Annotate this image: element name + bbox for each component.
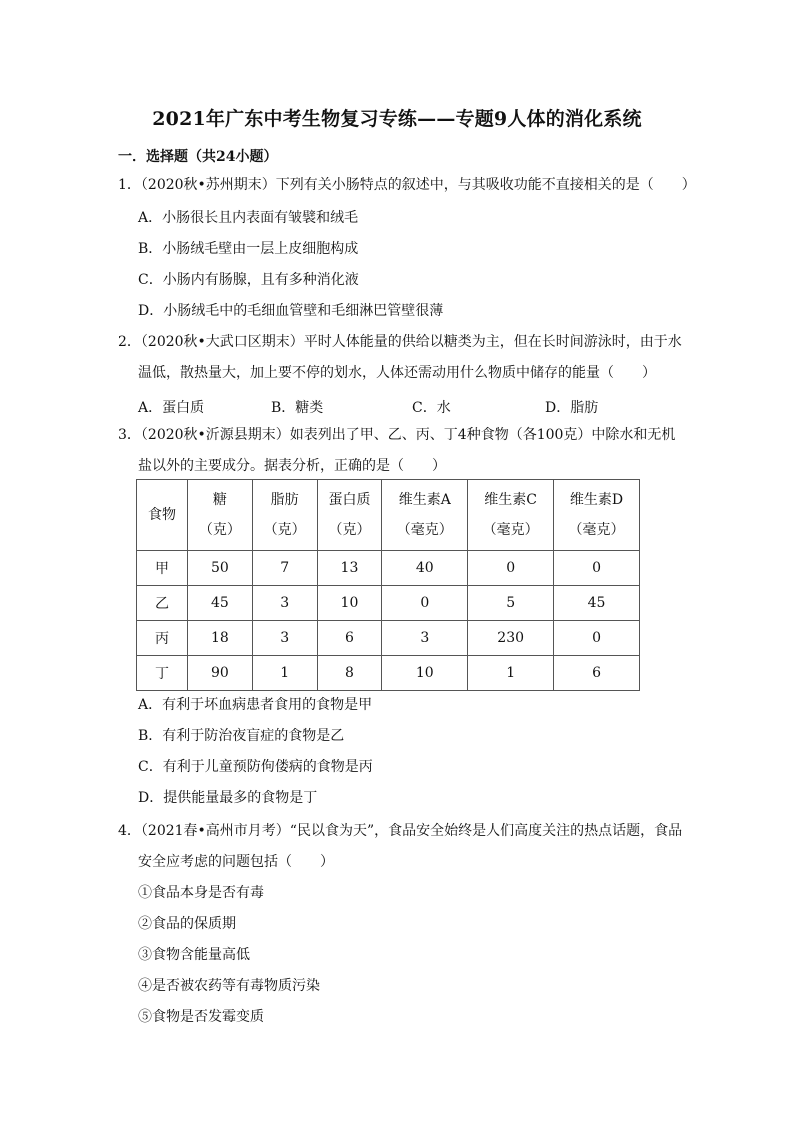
table-cell: 1 — [468, 656, 554, 691]
table-cell: 6 — [317, 621, 382, 656]
question-4-item-4: ④是否被农药等有毒物质污染 — [138, 978, 320, 994]
page-title: 2021年广东中考生物复习专练——专题9人体的消化系统 — [152, 108, 642, 130]
table-cell: 3 — [382, 621, 468, 656]
question-4-item-1: ①食品本身是否有毒 — [138, 885, 264, 901]
question-4-stem-line-1: 4．（2021春•高州市月考）“民以食为天”，食品安全始终是人们高度关注的热点话题，食品 — [118, 823, 683, 839]
question-2-option-a[interactable]: A．蛋白质 — [138, 400, 205, 416]
question-1-option-d[interactable]: D．小肠绒毛中的毛细血管壁和毛细淋巴管壁很薄 — [138, 303, 444, 319]
table-cell: 6 — [554, 656, 640, 691]
table-cell: 10 — [382, 656, 468, 691]
table-cell: 45 — [554, 586, 640, 621]
question-1-stem: 1．（2020秋•苏州期末）下列有关小肠特点的叙述中，与其吸收功能不直接相关的是（ ） — [118, 177, 696, 193]
table-row — [137, 586, 640, 621]
table-cell: 丙 — [137, 621, 188, 656]
table-row — [137, 621, 640, 656]
table-cell: 18 — [188, 621, 253, 656]
table-header-cell: 蛋白质 （克） — [317, 480, 382, 551]
question-3-option-c[interactable]: C．有利于儿童预防佝偻病的食物是丙 — [138, 759, 373, 775]
table-cell: 7 — [252, 551, 317, 586]
question-2-option-d[interactable]: D．脂肪 — [545, 400, 599, 416]
question-3-stem-line-2: 盐以外的主要成分。据表分析，正确的是（ ） — [138, 458, 446, 474]
question-4-stem-line-2: 安全应考虑的问题包括（ ） — [138, 854, 334, 870]
table-cell: 5 — [468, 586, 554, 621]
table-cell: 丁 — [137, 656, 188, 691]
question-3-option-a[interactable]: A．有利于坏血病患者食用的食物是甲 — [138, 697, 373, 713]
table-header-cell: 食物 — [137, 480, 188, 551]
question-1-option-b[interactable]: B．小肠绒毛壁由一层上皮细胞构成 — [138, 241, 359, 257]
question-2-stem-line-2: 温低，散热量大，加上要不停的划水，人体还需动用什么物质中储存的能量（ ） — [138, 365, 656, 381]
section-heading: 一．选择题（共24小题） — [118, 149, 278, 165]
question-2-stem-line-1: 2．（2020秋•大武口区期末）平时人体能量的供给以糖类为主，但在长时间游泳时，由于水 — [118, 334, 682, 350]
table-cell: 甲 — [137, 551, 188, 586]
food-nutrient-table — [136, 479, 640, 691]
table-header-cell: 维生素D （毫克） — [554, 480, 640, 551]
table-cell: 3 — [252, 621, 317, 656]
question-4-item-3: ③食物含能量高低 — [138, 947, 250, 963]
table-cell: 40 — [382, 551, 468, 586]
question-4-item-2: ②食品的保质期 — [138, 916, 236, 932]
table-cell: 8 — [317, 656, 382, 691]
question-4-item-5: ⑤食物是否发霉变质 — [138, 1009, 264, 1025]
table-cell: 13 — [317, 551, 382, 586]
table-header-cell: 维生素C （毫克） — [468, 480, 554, 551]
table-header-row — [137, 480, 640, 551]
question-1-option-a[interactable]: A．小肠很长且内表面有皱襞和绒毛 — [138, 210, 359, 226]
table-row — [137, 551, 640, 586]
table-cell: 乙 — [137, 586, 188, 621]
question-2-option-c[interactable]: C．水 — [412, 400, 451, 416]
table-cell: 0 — [554, 621, 640, 656]
table-cell: 50 — [188, 551, 253, 586]
table-header-cell: 糖 （克） — [188, 480, 253, 551]
table-cell: 3 — [252, 586, 317, 621]
table-cell: 90 — [188, 656, 253, 691]
question-3-stem-line-1: 3．（2020秋•沂源县期末）如表列出了甲、乙、丙、丁4种食物（各100克）中除水和无机 — [118, 427, 676, 443]
question-1-option-c[interactable]: C．小肠内有肠腺，且有多种消化液 — [138, 272, 359, 288]
table-cell: 10 — [317, 586, 382, 621]
question-2-option-b[interactable]: B．糖类 — [271, 400, 324, 416]
table-cell: 45 — [188, 586, 253, 621]
table-row — [137, 656, 640, 691]
table-header-cell: 维生素A （毫克） — [382, 480, 468, 551]
table-cell: 230 — [468, 621, 554, 656]
table-cell: 0 — [554, 551, 640, 586]
table-cell: 0 — [382, 586, 468, 621]
table-cell: 0 — [468, 551, 554, 586]
table-header-cell: 脂肪 （克） — [252, 480, 317, 551]
table-cell: 1 — [252, 656, 317, 691]
question-3-option-d[interactable]: D．提供能量最多的食物是丁 — [138, 790, 318, 806]
question-3-option-b[interactable]: B．有利于防治夜盲症的食物是乙 — [138, 728, 345, 744]
